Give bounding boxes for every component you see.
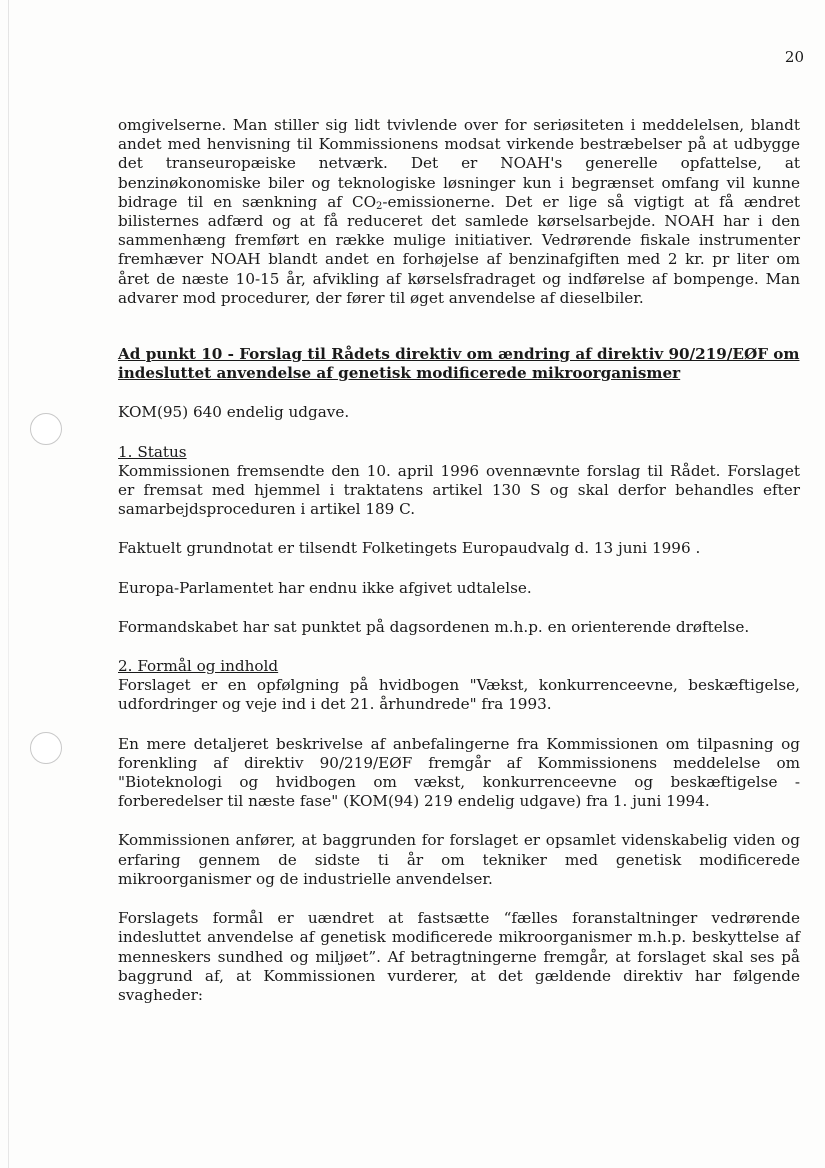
agenda-heading: Ad punkt 10 - Forslag til Rådets direktiv om ændring af direktiv 90/219/EØF om indesluttet anvendelse af genetisk modificerede mikroorganismer — [118, 345, 800, 383]
document-reference: KOM(95) 640 endelig udgave. — [118, 403, 350, 422]
document-body — [118, 116, 800, 1025]
section-2-paragraph: Kommissionen anfører, at baggrunden for forslaget er opsamlet videnskabelig viden og erfaring gennem de sidste ti år om tekniker med genetisk modificerede mikroorganismer og de industrielle anvendelser. — [118, 831, 800, 888]
section-1-paragraph: Formandskabet har sat punktet på dagsordenen m.h.p. en orienterende drøftelse. — [118, 617, 750, 636]
punch-hole-top — [30, 413, 62, 445]
section-1-paragraph: Kommissionen fremsendte den 10. april 1996 ovennævnte forslag til Rådet. Forslaget er fremsat med hjemmel i traktatens artikel 130 S og skal derfor behandles efter samarbejdsproceduren i artikel 189 C. — [118, 461, 800, 519]
section-1-paragraph: Europa-Parlamentet har endnu ikke afgivet udtalelse. — [118, 578, 532, 597]
intro-text: omgivelserne. Man stiller sig lidt tvivlende over for seriøsiteten i meddelelsen, blandt andet med henvisning til Kommissionens modsat virkende bestræbelser på at udbygge det transeuropæiske netværk. Det er NOAH's generelle opfattelse, at benzinøkonomiske biler og teknologiske løsninger kun i begrænset omfang vil kunne bidrage til en sænkning af CO — [118, 116, 800, 211]
page-number: 20 — [784, 48, 804, 66]
co2-subscript: 2 — [376, 200, 383, 212]
section-2-paragraph: Forslagets formål er uændret at fastsætte “fælles foranstaltninger vedrørende indesluttet anvendelse af genetisk modificerede mikroorganismer m.h.p. beskyttelse af menneskers sundhed og miljøet”. Af betragtningerne fremgår, at forslaget skal ses på baggrund af, at Kommissionen vurderer, at det gældende direktiv har følgende svagheder: — [118, 909, 800, 1004]
section-2-title: 2. Formål og indhold — [118, 657, 279, 676]
section-2-paragraph: En mere detaljeret beskrivelse af anbefalingerne fra Kommissionen om tilpasning og forenkling af direktiv 90/219/EØF fremgår af Kommissionens meddelelse om "Bioteknologi og hvidbogen om vækst, konkurrenceevne og beskæftigelse - forberedelser til næste fase" (KOM(94) 219 endelig udgave) fra 1. juni 1994. — [118, 734, 800, 811]
intro-paragraph — [118, 116, 800, 308]
punch-hole-bottom — [30, 732, 62, 764]
section-1-title: 1. Status — [118, 442, 187, 461]
section-2-paragraph: Forslaget er en opfølgning på hvidbogen "Vækst, konkurrenceevne, beskæftigelse, udfordringer og veje ind i det 21. århundrede" fra 1993. — [118, 676, 800, 714]
page-edge-shadow — [8, 0, 9, 1168]
section-1-paragraph: Faktuelt grundnotat er tilsendt Folketingets Europaudvalg d. 13 juni 1996 . — [118, 539, 701, 558]
intro-text-rest: -emissionerne. Det er lige så vigtigt at få ændret bilisternes adfærd og at få reduceret det samlede kørselsarbejde. NOAH har i den sammenhæng fremført en række mulige initiativer. Vedrørende fiskale instrumenter fremhæver NOAH blandt andet en forhøjelse af benzinafgiften med 2 kr. pr liter om året de næste 10-15 år, afvikling af kørselsfradraget og indførelse af bompenge. Man advarer mod procedurer, der fører til øget anvendelse af dieselbiler. — [118, 192, 800, 307]
